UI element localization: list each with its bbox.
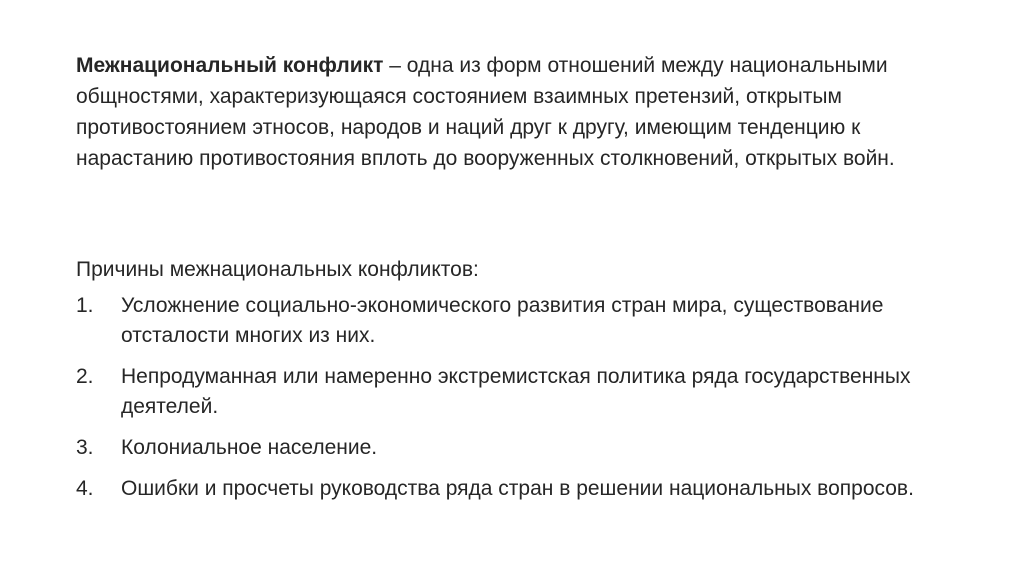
causes-title: Причины межнациональных конфликтов: bbox=[76, 258, 479, 281]
list-item-number: 2. bbox=[76, 365, 94, 388]
list-item-text: Ошибки и просчеты руководства ряда стран в решении национальных вопросов. bbox=[121, 477, 914, 500]
definition-text: – одна из форм отношений между национальными общностями, характеризующаяся состоянием взаимных претензий, открытым противостоянием этносов, народов и наций друг к другу, имеющим тенденцию к нарастанию противостояния вплоть до вооруженных столкновений, открытых войн. bbox=[76, 54, 895, 170]
definition-paragraph bbox=[76, 50, 956, 174]
list-item bbox=[76, 291, 956, 351]
list-item bbox=[76, 474, 956, 504]
list-item-number: 1. bbox=[76, 294, 94, 317]
list-item-number: 3. bbox=[76, 436, 94, 459]
definition-term: Межнациональный конфликт bbox=[76, 54, 384, 77]
causes-list bbox=[76, 291, 956, 515]
list-item bbox=[76, 433, 956, 463]
list-item bbox=[76, 362, 956, 422]
list-item-text: Усложнение социально-экономического развития стран мира, существование отсталости многих из них. bbox=[121, 294, 884, 347]
list-item-number: 4. bbox=[76, 477, 94, 500]
list-item-text: Колониальное население. bbox=[121, 436, 378, 459]
list-item-text: Непродуманная или намеренно экстремистская политика ряда государственных деятелей. bbox=[121, 365, 911, 418]
